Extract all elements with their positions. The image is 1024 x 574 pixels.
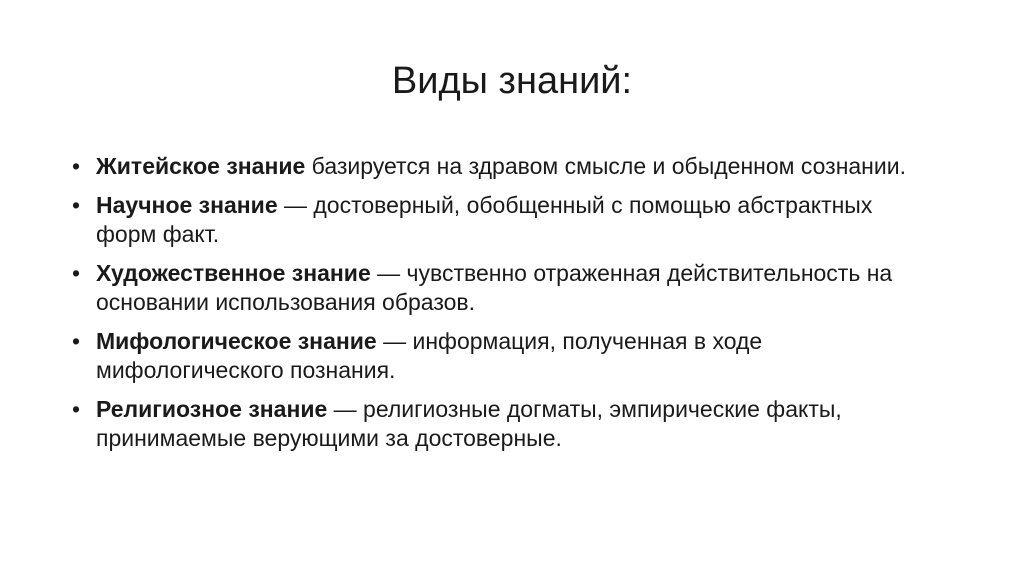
- item-term: Художественное знание: [96, 260, 371, 286]
- bullet-list: [72, 152, 912, 463]
- item-term: Религиозное знание: [96, 396, 328, 422]
- item-text: базируется на здравом смысле и обыденном сознании.: [305, 153, 906, 179]
- item-term: Житейское знание: [96, 153, 306, 179]
- bullet-icon: •: [72, 396, 81, 422]
- list-item: [72, 152, 912, 181]
- item-text: — достоверный, обобщенный с помощью абстрактных форм факт.: [96, 192, 873, 247]
- bullet-icon: •: [72, 192, 81, 218]
- bullet-icon: •: [72, 153, 81, 179]
- item-text: — информация, полученная в ходе мифологического познания.: [96, 328, 763, 383]
- item-term: Научное знание: [96, 192, 278, 218]
- list-item: [72, 327, 912, 385]
- list-item: [72, 259, 912, 317]
- slide-title: Виды знаний:: [391, 60, 633, 102]
- item-term: Мифологическое знание: [96, 328, 377, 354]
- bullet-icon: •: [72, 260, 81, 286]
- item-text: — религиозные догматы, эмпирические факты, принимаемые верующими за достоверные.: [96, 396, 842, 451]
- list-item: [72, 395, 912, 453]
- list-item: [72, 191, 912, 249]
- item-text: — чувственно отраженная действительность на основании использования образов.: [96, 260, 893, 315]
- bullet-icon: •: [72, 328, 81, 354]
